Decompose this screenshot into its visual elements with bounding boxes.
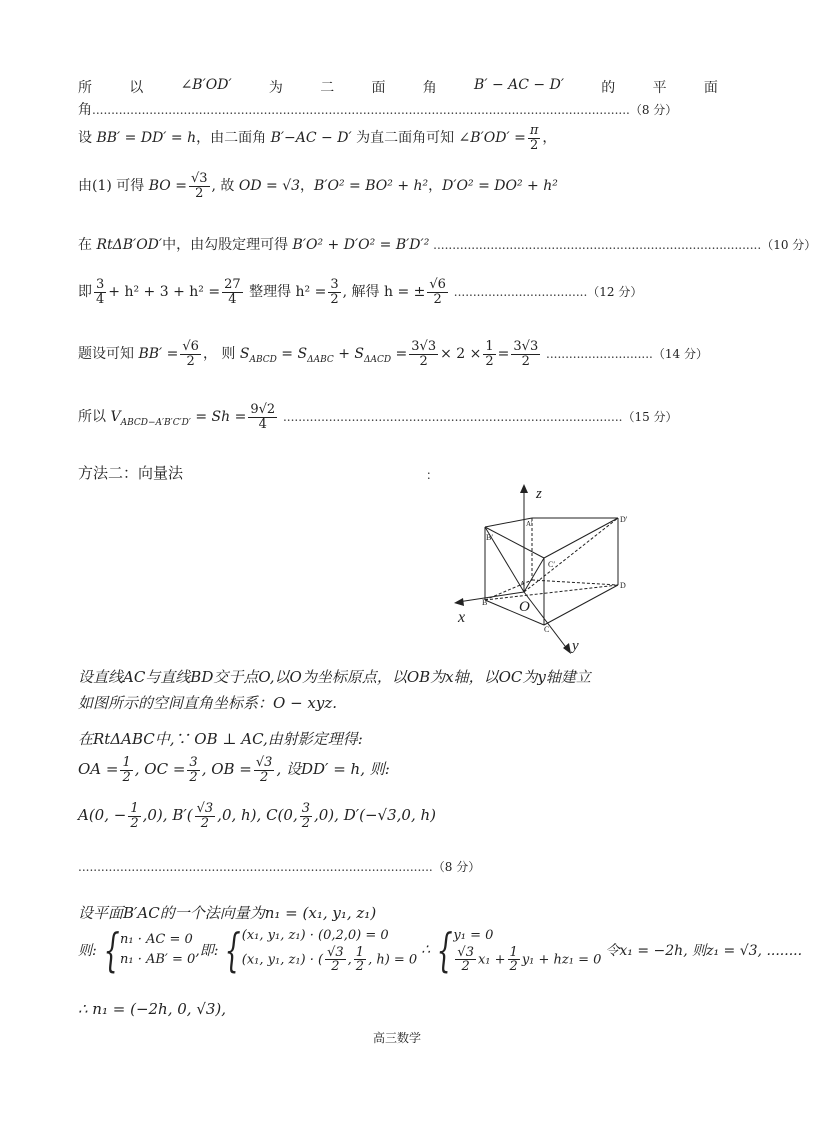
text: 题设可知	[78, 346, 139, 363]
leader-dots: ...................................	[449, 285, 588, 300]
equation-system-1	[120, 930, 195, 969]
denominator: 2	[195, 185, 204, 201]
word: 平	[652, 80, 667, 96]
text: ， 则	[202, 346, 240, 363]
formula: × 2 ×	[440, 346, 482, 363]
left-brace: {	[103, 922, 120, 977]
line-6	[78, 340, 708, 368]
formula: h = ±	[383, 284, 426, 301]
fraction	[328, 278, 340, 306]
formula: , OC =	[134, 760, 186, 779]
numerator: π	[529, 123, 539, 138]
denominator: 2	[355, 959, 365, 975]
fraction	[187, 756, 199, 784]
label-O: O	[519, 599, 530, 615]
fraction	[528, 124, 541, 152]
numerator: 1	[485, 339, 494, 354]
y-axis	[524, 592, 568, 650]
label-y: y	[572, 638, 579, 654]
fraction	[511, 340, 540, 368]
formula: ,0), B′(	[142, 806, 193, 825]
text: ，由二面角	[196, 130, 271, 147]
formula: = S	[276, 346, 308, 363]
numerator: 3√3	[513, 339, 539, 354]
left-brace: {	[436, 922, 453, 977]
fraction	[189, 172, 210, 200]
formula: B′O² + D′O² = B′D′²	[292, 237, 430, 253]
numerator: √3	[190, 171, 208, 186]
leader-dots: .........................................................................................	[279, 410, 623, 425]
equation: (x₁, y₁, z₁) · (0,2,0) = 0	[241, 928, 389, 943]
line-2	[78, 124, 556, 152]
numerator: √3	[457, 944, 474, 960]
edge-C-D	[544, 585, 618, 625]
para-8: ∴ n₁ = (−2h, 0, √3),	[78, 1000, 227, 1018]
para-4	[78, 756, 390, 784]
formula: + h² + 3 + h² =	[108, 284, 221, 301]
line-3	[78, 172, 558, 200]
score-label: （15 分）	[622, 410, 678, 425]
equation: n₁ · AB′ = 0	[120, 951, 196, 967]
word: 为	[268, 80, 283, 96]
text: 由(1) 可得	[78, 178, 149, 195]
denominator: 2	[330, 291, 339, 307]
word: 面	[371, 80, 386, 96]
formula: h² =	[295, 284, 327, 301]
formula: + S	[333, 346, 364, 363]
formula: B′O² = BO² + h²	[314, 178, 429, 195]
numerator: 3√3	[411, 339, 437, 354]
word: 二	[320, 80, 335, 96]
formula: OA =	[78, 760, 119, 779]
line-4	[78, 234, 816, 254]
formula: OD = √3	[238, 178, 301, 195]
line-1	[78, 77, 718, 97]
para-6: 设平面B′AC的一个法向量为n₁ = (x₁, y₁, z₁)	[78, 904, 377, 922]
subscript: ABCD−A′B′C′D′	[120, 417, 191, 428]
label-x: x	[458, 609, 466, 626]
fraction	[94, 278, 106, 306]
label-Ap: A′	[526, 520, 533, 528]
prism-figure	[440, 480, 640, 660]
fraction	[128, 802, 140, 830]
text: ，	[300, 178, 315, 195]
formula: BO =	[148, 178, 187, 195]
formula: S	[239, 346, 250, 363]
text: 令x₁ = −2h, 则z₁ = √3, ........	[605, 942, 803, 959]
formula: = Sh =	[190, 409, 247, 426]
numerator: 1	[355, 944, 365, 960]
para-2: 如图所示的空间直角坐标系：O − xyz.	[78, 694, 338, 712]
score-label: （12 分）	[587, 285, 643, 300]
text: 设	[78, 130, 97, 147]
word: ∠B′OD′	[180, 77, 232, 93]
para-7	[78, 922, 803, 977]
denominator: 2	[461, 959, 470, 975]
formula: D′O² = DO² + h²	[442, 178, 558, 195]
word: 所	[78, 80, 92, 96]
numerator: 27	[224, 277, 241, 292]
numerator: 9√2	[250, 402, 276, 417]
text: 在	[78, 237, 97, 253]
denominator: 2	[130, 815, 139, 831]
denominator: 2	[331, 959, 340, 975]
formula: RtΔB′OD′	[96, 237, 163, 253]
label-z: z	[536, 486, 542, 502]
fraction	[483, 340, 495, 368]
text: ，	[428, 178, 443, 195]
text: ,	[347, 952, 352, 968]
left-brace: {	[225, 922, 242, 977]
fraction	[427, 278, 448, 306]
formula: ,0), D′(−√3,0, h)	[314, 806, 437, 825]
edge-B-C	[485, 600, 544, 625]
denominator: 2	[529, 137, 539, 153]
leader-dots: ............................	[542, 347, 653, 362]
denominator: 2	[301, 815, 310, 831]
denominator: 4	[228, 291, 237, 307]
word: 角	[422, 80, 437, 96]
text: (x₁, y₁, z₁) · (	[241, 952, 324, 968]
formula: ∠B′OD′ =	[458, 130, 526, 147]
denominator: 2	[521, 353, 530, 369]
fraction	[248, 403, 277, 431]
x-arrowhead	[454, 598, 464, 606]
label-A: A	[520, 580, 526, 588]
subscript: ΔABC	[307, 354, 334, 365]
line-1-cont	[78, 99, 677, 119]
denominator: 4	[96, 291, 105, 307]
edge-Cp-Dp	[544, 518, 618, 558]
z-arrowhead	[520, 484, 528, 493]
text: 则:	[78, 942, 97, 959]
denominator: 2	[509, 959, 518, 975]
denominator: 2	[200, 815, 210, 831]
diag-B-D	[485, 585, 618, 600]
formula: =	[497, 346, 510, 363]
text: 即	[78, 284, 92, 301]
text: 中，由勾股定理可得	[162, 237, 293, 253]
denominator: 2	[419, 353, 428, 369]
formula: =	[391, 346, 408, 363]
numerator: 1	[122, 755, 131, 770]
word: 以	[129, 80, 144, 96]
fraction	[325, 946, 346, 974]
leader-dots: .............................................................................................	[78, 860, 433, 874]
formula: V	[110, 409, 121, 426]
score-label: （8 分）	[629, 103, 678, 117]
text: y₁ + hz₁ = 0	[521, 952, 602, 968]
line-5	[78, 278, 642, 306]
score-line-8	[78, 858, 480, 875]
word: B′ − AC − D′	[474, 77, 565, 93]
x-axis	[458, 592, 524, 602]
fraction	[254, 756, 275, 784]
text: 所以	[78, 409, 111, 426]
text: , 故	[211, 178, 239, 195]
formula: B′−AC − D′	[270, 130, 352, 147]
equation-system-3	[453, 926, 601, 974]
formula: ,0, h), C(0,	[217, 806, 298, 825]
formula: , OB =	[201, 760, 252, 779]
equation: n₁ · AC = 0	[120, 932, 193, 948]
formula: , 设DD′ = h, 则:	[276, 760, 390, 779]
equation	[242, 946, 417, 974]
word: 角	[78, 102, 92, 118]
label-Cp: C′	[548, 560, 556, 569]
numerator: √6	[182, 339, 199, 354]
score-label: （14 分）	[652, 347, 708, 362]
subscript: ABCD	[249, 354, 277, 365]
numerator: √3	[196, 801, 214, 816]
para-5	[78, 802, 436, 830]
text: ,即:	[195, 942, 219, 959]
formula: BB′ =	[138, 346, 179, 363]
fraction	[354, 946, 366, 974]
denominator: 2	[189, 769, 198, 785]
score-label: （8 分）	[432, 860, 481, 874]
fraction	[508, 946, 520, 974]
label-B: B	[482, 598, 488, 607]
method-heading: 方法二：向量法	[78, 464, 184, 482]
edge-Bp-Ap	[485, 518, 532, 527]
edge-A-D	[532, 580, 618, 585]
colon-mark: ：	[426, 468, 439, 482]
leader-dots: .............................................................................................................................................	[92, 103, 630, 117]
subscript: ΔACD	[363, 354, 392, 365]
equation	[453, 946, 601, 974]
text: 为直二面角可知	[351, 130, 459, 147]
text: ，	[542, 130, 557, 147]
denominator: 2	[260, 769, 269, 785]
line-7	[78, 403, 678, 431]
numerator: √6	[429, 277, 446, 292]
leader-dots: ......................................................................................	[429, 238, 762, 252]
numerator: 3	[301, 801, 310, 816]
formula: A(0, −	[78, 806, 127, 825]
label-C: C	[544, 625, 550, 634]
numerator: 3	[330, 277, 339, 292]
fraction	[120, 756, 132, 784]
label-Dp: D′	[620, 515, 628, 524]
numerator: 1	[509, 944, 518, 960]
numerator: 3	[96, 277, 105, 292]
label-D: D	[620, 581, 626, 590]
label-Bp: B′	[486, 533, 494, 542]
text: , 解得	[342, 284, 384, 301]
fraction	[409, 340, 438, 368]
numerator: √3	[327, 944, 344, 960]
formula: BB′ = DD′ = h	[96, 130, 197, 147]
fraction	[195, 802, 216, 830]
equation-system-2	[242, 926, 417, 974]
denominator: 2	[485, 353, 494, 369]
score-label: （10 分）	[761, 238, 816, 252]
word: 面	[703, 80, 718, 96]
fraction	[455, 946, 476, 974]
numerator: 3	[189, 755, 198, 770]
fraction	[222, 278, 243, 306]
text: 整理得	[244, 284, 296, 301]
fraction	[300, 802, 312, 830]
denominator: 2	[186, 353, 195, 369]
text: x₁ +	[477, 952, 506, 968]
fraction	[180, 340, 201, 368]
numerator: √3	[255, 755, 273, 770]
equation: y₁ = 0	[453, 928, 494, 943]
O-to-Cp	[524, 558, 544, 592]
numerator: 1	[130, 801, 139, 816]
text: , h) = 0	[368, 952, 418, 968]
denominator: 2	[122, 769, 131, 785]
therefore-symbol: ∴	[421, 941, 431, 958]
para-3: 在RtΔABC中,∵ OB ⊥ AC,由射影定理得:	[78, 730, 363, 748]
word: 的	[601, 80, 616, 96]
para-1: 设直线AC与直线BD交于点O,以O为坐标原点，以OB为x轴，以OC为y轴建立	[78, 668, 591, 686]
page-footer: 高三数学	[372, 1031, 421, 1045]
denominator: 2	[433, 291, 442, 307]
denominator: 4	[258, 416, 267, 432]
